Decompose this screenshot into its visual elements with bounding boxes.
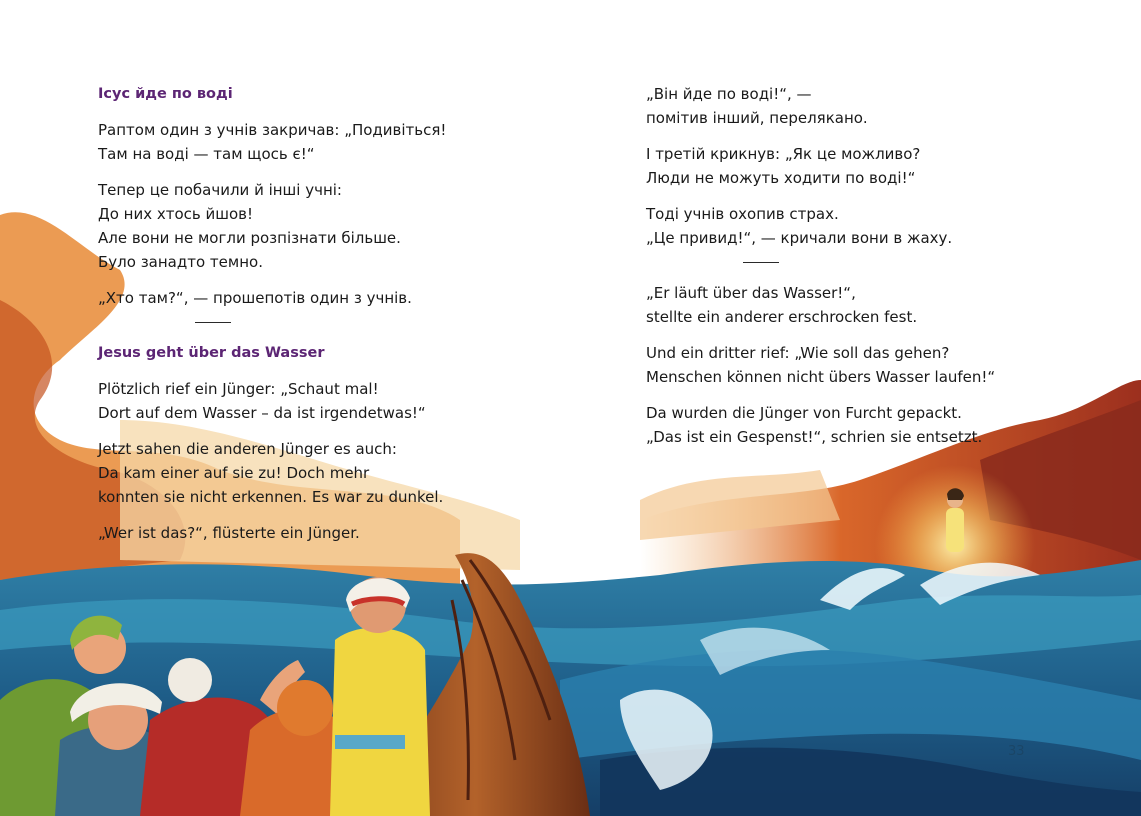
de-paragraph-1 bbox=[98, 377, 518, 425]
section-divider bbox=[195, 322, 231, 323]
uk-paragraph-2 bbox=[98, 178, 518, 274]
uk-paragraph-4 bbox=[646, 82, 1086, 130]
text-line: stellte ein anderer erschrocken fest. bbox=[646, 308, 918, 326]
section-divider bbox=[743, 262, 779, 263]
uk-paragraph-3 bbox=[98, 286, 518, 310]
text-line: Und ein dritter rief: „Wie soll das gehen? bbox=[646, 344, 950, 362]
text-line: Там на воді — там щось є!“ bbox=[98, 145, 315, 163]
de-paragraph-3 bbox=[98, 521, 518, 545]
right-text-column bbox=[646, 82, 1086, 461]
de-paragraph-2 bbox=[98, 437, 518, 509]
text-line: Тепер це побачили й інші учні: bbox=[98, 181, 342, 199]
text-line: Було занадто темно. bbox=[98, 253, 263, 271]
text-line: Menschen können nicht übers Wasser laufen!“ bbox=[646, 368, 996, 386]
text-line: Da kam einer auf sie zu! Doch mehr bbox=[98, 464, 370, 482]
text-line: „Хто там?“, — прошепотів один з учнів. bbox=[98, 289, 412, 307]
text-line: „Він йде по воді!“, — bbox=[646, 85, 812, 103]
text-line: Dort auf dem Wasser – da ist irgendetwas!“ bbox=[98, 404, 426, 422]
left-text-column bbox=[98, 82, 518, 557]
uk-paragraph-6 bbox=[646, 202, 1086, 250]
text-line: помітив інший, перелякано. bbox=[646, 109, 868, 127]
text-line: Da wurden die Jünger von Furcht gepackt. bbox=[646, 404, 962, 422]
page-number: 33 bbox=[1008, 744, 1025, 759]
text-line: Раптом один з учнів закричав: „Подивіться! bbox=[98, 121, 447, 139]
text-line: „Це привид!“, — кричали вони в жаху. bbox=[646, 229, 953, 247]
uk-paragraph-5 bbox=[646, 142, 1086, 190]
text-line: „Das ist ein Gespenst!“, schrien sie entsetzt. bbox=[646, 428, 983, 446]
uk-paragraph-1 bbox=[98, 118, 518, 166]
de-paragraph-5 bbox=[646, 341, 1086, 389]
de-paragraph-4 bbox=[646, 281, 1086, 329]
heading-ukrainian: Ісус йде по воді bbox=[98, 86, 233, 102]
text-line: Люди не можуть ходити по воді!“ bbox=[646, 169, 916, 187]
jesus-figure bbox=[946, 488, 964, 552]
text-line: До них хтось йшов! bbox=[98, 205, 254, 223]
text-line: І третій крикнув: „Як це можливо? bbox=[646, 145, 921, 163]
text-line: Але вони не могли розпізнати більше. bbox=[98, 229, 401, 247]
de-paragraph-6 bbox=[646, 401, 1086, 449]
text-line: „Er läuft über das Wasser!“, bbox=[646, 284, 856, 302]
text-line: Тоді учнів охопив страх. bbox=[646, 205, 839, 223]
text-line: konnten sie nicht erkennen. Es war zu dunkel. bbox=[98, 488, 444, 506]
text-line: Jetzt sahen die anderen Jünger es auch: bbox=[98, 440, 397, 458]
text-line: „Wer ist das?“, flüsterte ein Jünger. bbox=[98, 524, 360, 542]
heading-german: Jesus geht über das Wasser bbox=[98, 345, 325, 361]
text-line: Plötzlich rief ein Jünger: „Schaut mal! bbox=[98, 380, 379, 398]
